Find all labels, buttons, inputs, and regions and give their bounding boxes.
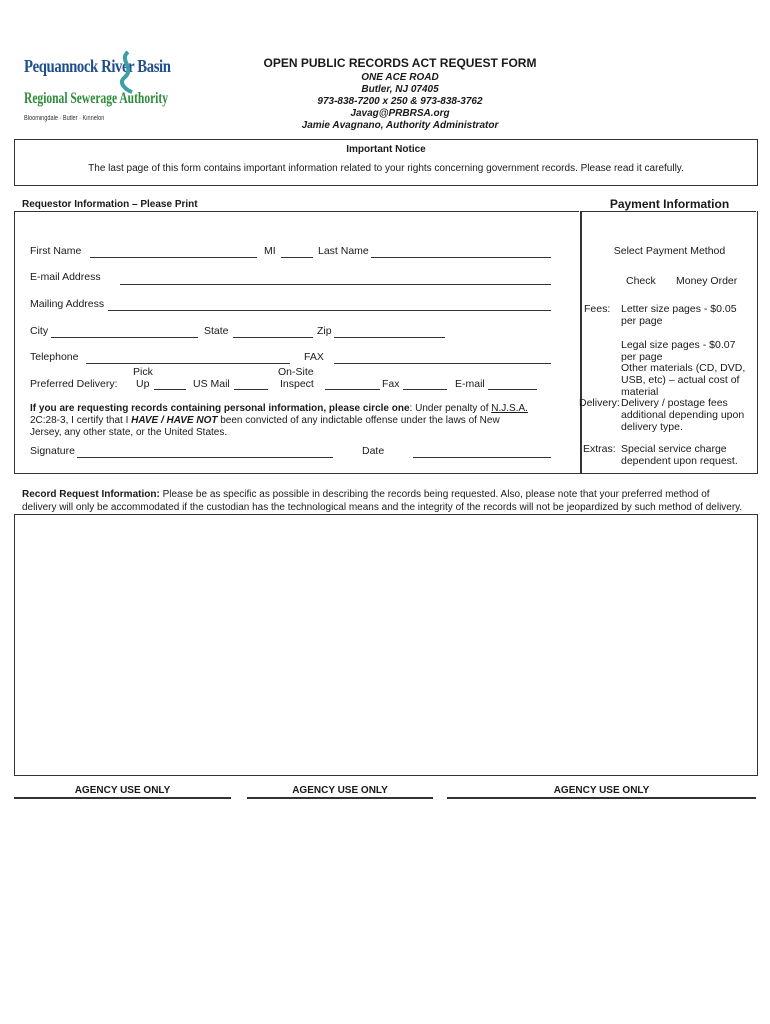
fee-legal-2: per page xyxy=(621,351,663,363)
certification-text xyxy=(30,403,550,439)
phone-line: 973-838-7200 x 250 & 973-838-3762 xyxy=(317,96,483,107)
inspect-field[interactable] xyxy=(325,389,380,390)
us-mail-field[interactable] xyxy=(234,389,268,390)
extras-1: Special service charge xyxy=(621,443,727,455)
record-request-text-2: delivery will only be accommodated if the custodian has the technological means and the integrity of the records will not be jeopardized by such method of delivery. xyxy=(22,501,743,513)
notice-box xyxy=(14,139,758,186)
city-field[interactable] xyxy=(51,337,198,338)
fee-other-1: Other materials (CD, DVD, xyxy=(621,362,746,374)
us-mail-label: US Mail xyxy=(193,378,230,390)
logo-towns: Bloomingdale · Butler · Kinnelon xyxy=(24,115,105,122)
record-request-instructions xyxy=(22,489,762,514)
agency-use-label-2: AGENCY USE ONLY xyxy=(292,785,388,796)
record-request-label: Record Request Information: xyxy=(22,489,160,500)
city-line: Butler, NJ 07405 xyxy=(361,84,439,95)
fee-letter-1: Letter size pages - $0.05 xyxy=(621,303,737,315)
fax-delivery-label: Fax xyxy=(382,378,400,390)
fee-letter-2: per page xyxy=(621,315,663,327)
email-label: E-mail Address xyxy=(30,271,101,283)
cert-line3: Jersey, any other state, or the United States. xyxy=(30,427,228,438)
have-have-not-choice[interactable]: HAVE / HAVE NOT xyxy=(131,415,218,426)
up-label: Up xyxy=(136,378,150,390)
money-order-option[interactable]: Money Order xyxy=(676,275,738,287)
njsa-text: N.J.S.A. xyxy=(491,403,528,414)
address-line: ONE ACE ROAD xyxy=(361,72,439,83)
delivery-label: Delivery: xyxy=(579,397,620,409)
agency-rule-2 xyxy=(247,797,433,799)
email-field[interactable] xyxy=(120,284,551,285)
admin-line: Jamie Avagnano, Authority Administrator xyxy=(301,120,499,131)
fee-other-3: material xyxy=(621,386,659,398)
mailing-field[interactable] xyxy=(108,310,551,311)
zip-label: Zip xyxy=(317,325,332,337)
fax-field[interactable] xyxy=(334,363,551,364)
signature-field[interactable] xyxy=(77,457,333,458)
requestor-heading: Requestor Information – Please Print xyxy=(22,199,198,210)
email-delivery-field[interactable] xyxy=(488,389,537,390)
form-title: OPEN PUBLIC RECORDS ACT REQUEST FORM xyxy=(263,56,537,70)
logo-subtitle: Regional Sewerage Authority xyxy=(24,90,168,107)
fax-delivery-field[interactable] xyxy=(403,389,447,390)
zip-field[interactable] xyxy=(334,337,445,338)
extras-2: dependent upon request. xyxy=(621,455,738,467)
pickup-field[interactable] xyxy=(154,389,186,390)
preferred-delivery-label: Preferred Delivery: xyxy=(30,378,118,390)
wave-icon xyxy=(114,50,138,94)
cert-mid-text: : Under penalty of xyxy=(409,403,492,414)
record-request-textarea[interactable] xyxy=(14,514,758,776)
cert-line2a: 2C:28-3, I certify that I xyxy=(30,415,132,426)
first-name-label: First Name xyxy=(30,245,82,257)
pick-label: Pick xyxy=(133,366,153,378)
telephone-label: Telephone xyxy=(30,351,79,363)
fee-legal-1: Legal size pages - $0.07 xyxy=(621,339,736,351)
agency-rule-3 xyxy=(447,797,756,799)
telephone-field[interactable] xyxy=(86,363,290,364)
onsite-label: On-Site xyxy=(278,366,314,378)
logo-title: Pequannock River Basin xyxy=(24,56,171,76)
delivery-fee-3: delivery type. xyxy=(621,421,683,433)
fee-other-2: USB, etc) – actual cost of xyxy=(621,374,740,386)
agency-use-label-3: AGENCY USE ONLY xyxy=(553,785,650,796)
state-field[interactable] xyxy=(233,337,313,338)
notice-text: The last page of this form contains important information related to your rights concerning government records. Please read it carefully. xyxy=(88,163,684,174)
agency-rule-1 xyxy=(14,797,231,799)
agency-use-label-1: AGENCY USE ONLY xyxy=(74,785,171,796)
extras-label: Extras: xyxy=(583,443,616,455)
fees-label: Fees: xyxy=(584,303,611,315)
mailing-label: Mailing Address xyxy=(30,298,105,310)
mi-label: MI xyxy=(264,245,276,257)
date-field[interactable] xyxy=(413,457,551,458)
logo xyxy=(24,52,189,127)
mi-field[interactable] xyxy=(281,257,313,258)
check-option[interactable]: Check xyxy=(626,275,656,287)
city-label: City xyxy=(30,325,49,337)
payment-heading: Payment Information xyxy=(609,197,730,211)
delivery-fee-2: additional depending upon xyxy=(621,409,745,421)
last-name-field[interactable] xyxy=(371,257,551,258)
cert-bold-text: If you are requesting records containing personal information, please circle one xyxy=(30,403,410,414)
cert-line2b: been convicted of any indictable offense under the laws of New xyxy=(217,415,500,426)
record-request-text-1: Please be as specific as possible in describing the records being requested. Also, please note that your preferred method of xyxy=(159,489,710,500)
signature-label: Signature xyxy=(30,445,75,457)
state-label: State xyxy=(204,325,229,337)
fax-label: FAX xyxy=(304,351,324,363)
email-delivery-label: E-mail xyxy=(455,378,485,390)
notice-title: Important Notice xyxy=(346,144,426,155)
select-payment-label: Select Payment Method xyxy=(613,245,726,257)
last-name-label: Last Name xyxy=(318,245,369,257)
email-line: Javag@PRBRSA.org xyxy=(350,108,450,119)
date-label: Date xyxy=(362,445,385,457)
inspect-label: Inspect xyxy=(280,378,314,390)
delivery-fee-1: Delivery / postage fees xyxy=(621,397,728,409)
first-name-field[interactable] xyxy=(90,257,257,258)
